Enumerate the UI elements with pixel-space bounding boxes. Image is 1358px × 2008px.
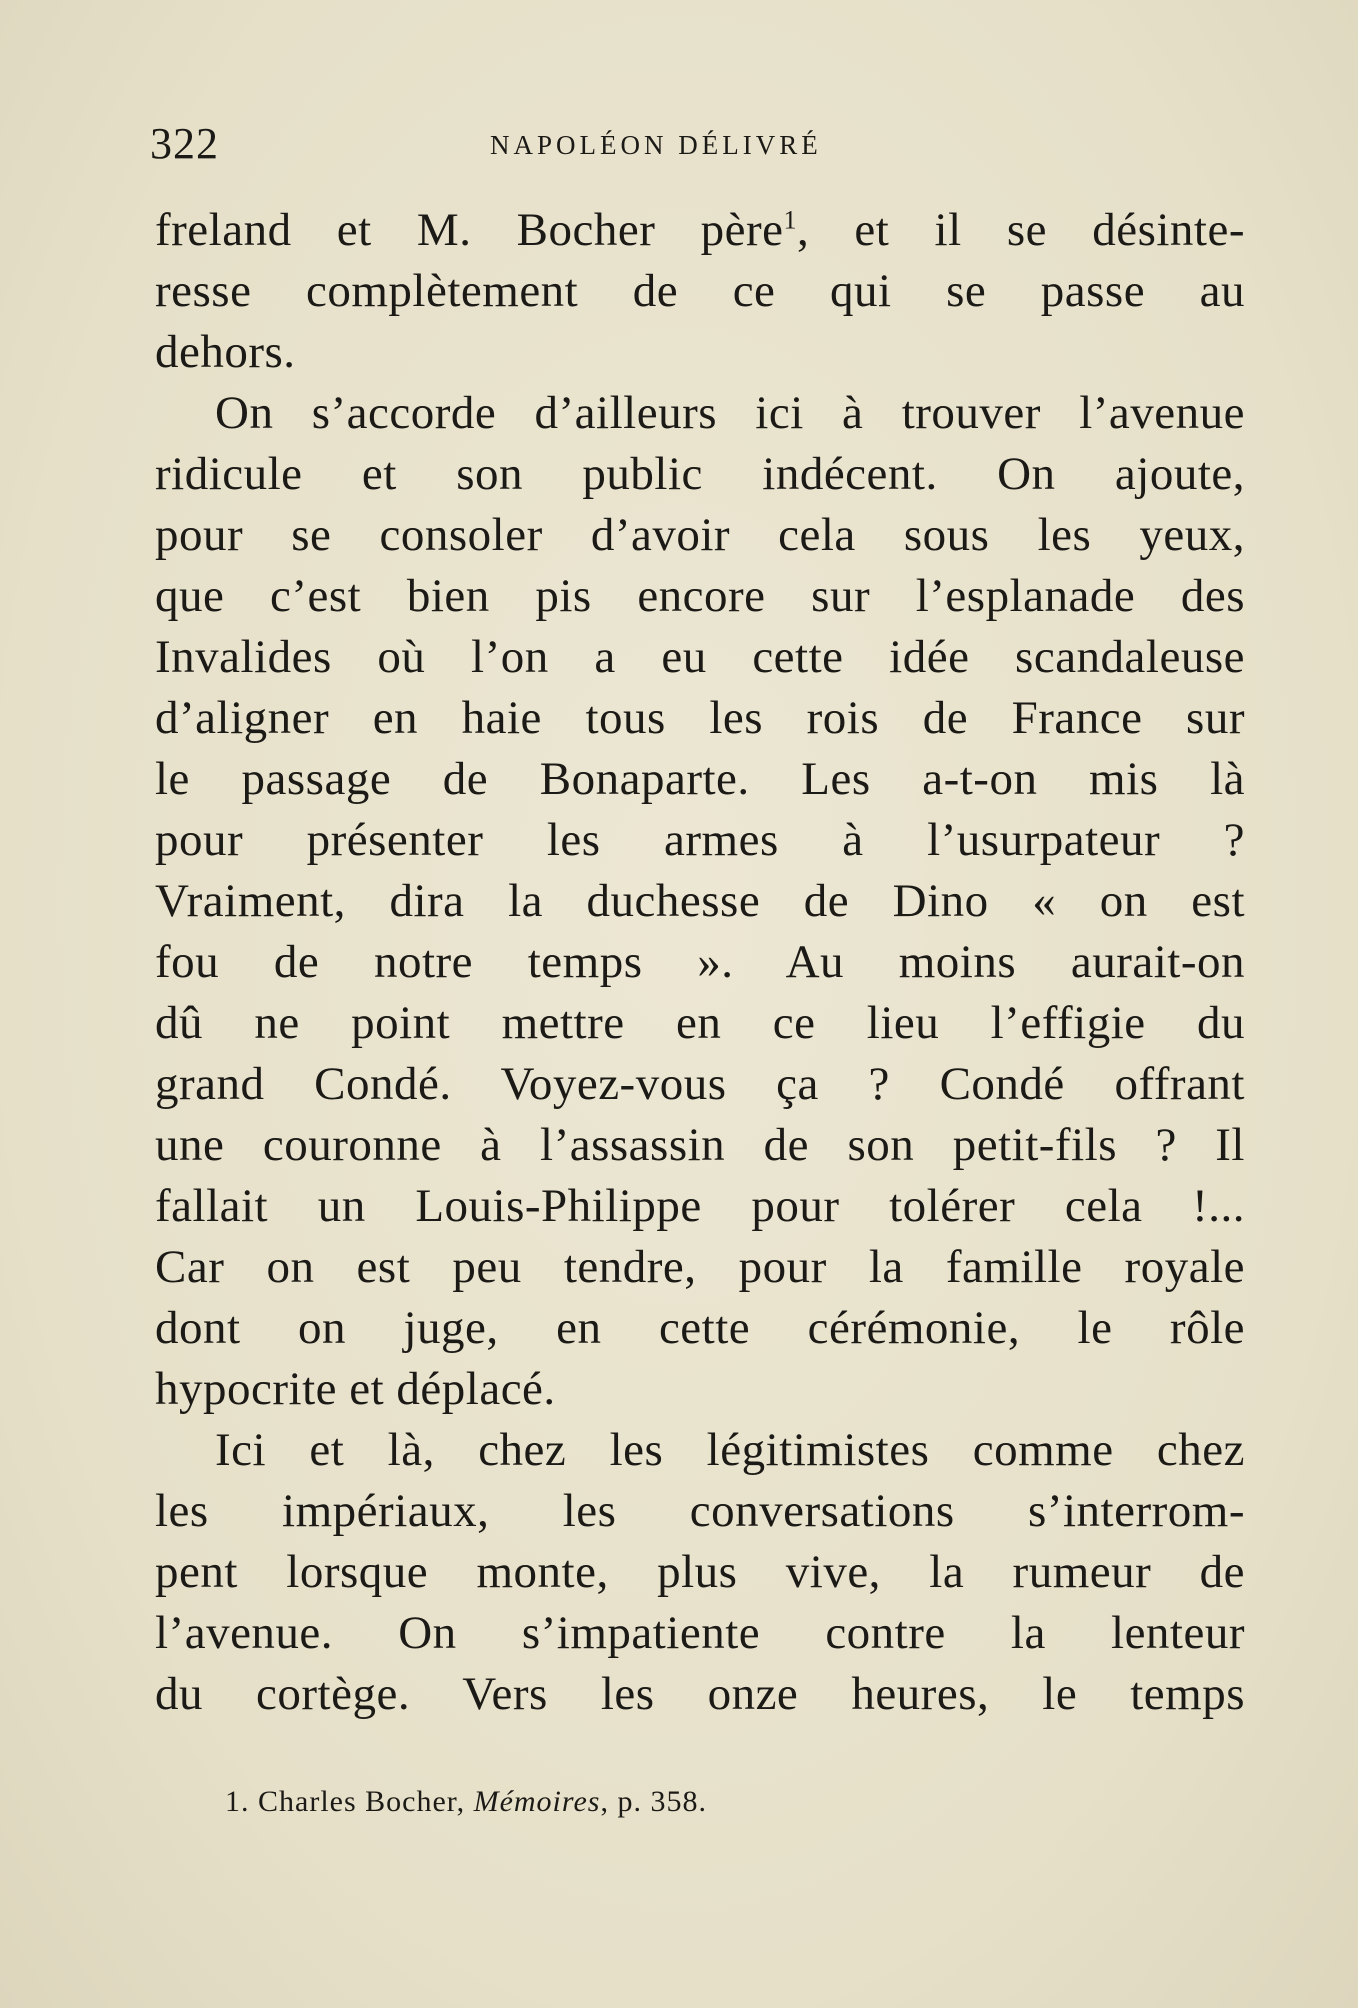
text-line: dehors. (155, 326, 296, 378)
body-text (155, 200, 1245, 1725)
text-line: les impériaux, les conversations s’interrom- (155, 1485, 1245, 1537)
text-line: grand Condé. Voyez-vous ça ? Condé offrant (155, 1058, 1245, 1110)
text-line: l’avenue. On s’impatiente contre la lenteur (155, 1607, 1245, 1659)
text-line: On s’accorde d’ailleurs ici à trouver l’avenue (215, 387, 1245, 439)
text-line: dont on juge, en cette cérémonie, le rôle (155, 1302, 1245, 1354)
text-line: fallait un Louis-Philippe pour tolérer cela !... (155, 1180, 1245, 1232)
text-line: Invalides où l’on a eu cette idée scandaleuse (155, 631, 1245, 683)
text-line: ridicule et son public indécent. On ajoute, (155, 448, 1245, 500)
text-line: hypocrite et déplacé. (155, 1363, 556, 1415)
text-line: resse complètement de ce qui se passe au (155, 265, 1245, 317)
footnote-title: Mémoires (473, 1785, 601, 1818)
running-head (150, 118, 1240, 178)
running-title: NAPOLÉON DÉLIVRÉ (490, 130, 822, 160)
text-line: une couronne à l’assassin de son petit-fils ? Il (155, 1119, 1245, 1171)
text-line: pour présenter les armes à l’usurpateur ? (155, 814, 1245, 866)
text-line: Vraiment, dira la duchesse de Dino « on est (155, 875, 1245, 927)
footnote (225, 1785, 707, 1819)
text-line: d’aligner en haie tous les rois de France sur (155, 692, 1245, 744)
text-line: pour se consoler d’avoir cela sous les yeux, (155, 509, 1245, 561)
text-line: du cortège. Vers les onze heures, le temps (155, 1668, 1245, 1720)
text-line: Car on est peu tendre, pour la famille royale (155, 1241, 1245, 1293)
footnote-page: , p. 358. (600, 1785, 707, 1818)
text-line: Ici et là, chez les légitimistes comme chez (215, 1424, 1245, 1476)
text-line: dû ne point mettre en ce lieu l’effigie du (155, 997, 1245, 1049)
text-line: pent lorsque monte, plus vive, la rumeur de (155, 1546, 1245, 1598)
text-line: fou de notre temps ». Au moins aurait-on (155, 936, 1245, 988)
text-line: que c’est bien pis encore sur l’esplanade des (155, 570, 1245, 622)
footnote-author: Charles Bocher, (258, 1785, 466, 1818)
footnote-number: 1. (225, 1785, 250, 1818)
text-line: freland et M. Bocher père$^1$, et il se désinte- (155, 204, 1246, 256)
page-number: 322 (150, 119, 219, 168)
footnote-marker: 1 (783, 205, 797, 235)
text-line: le passage de Bonaparte. Les a-t-on mis là (155, 753, 1245, 805)
